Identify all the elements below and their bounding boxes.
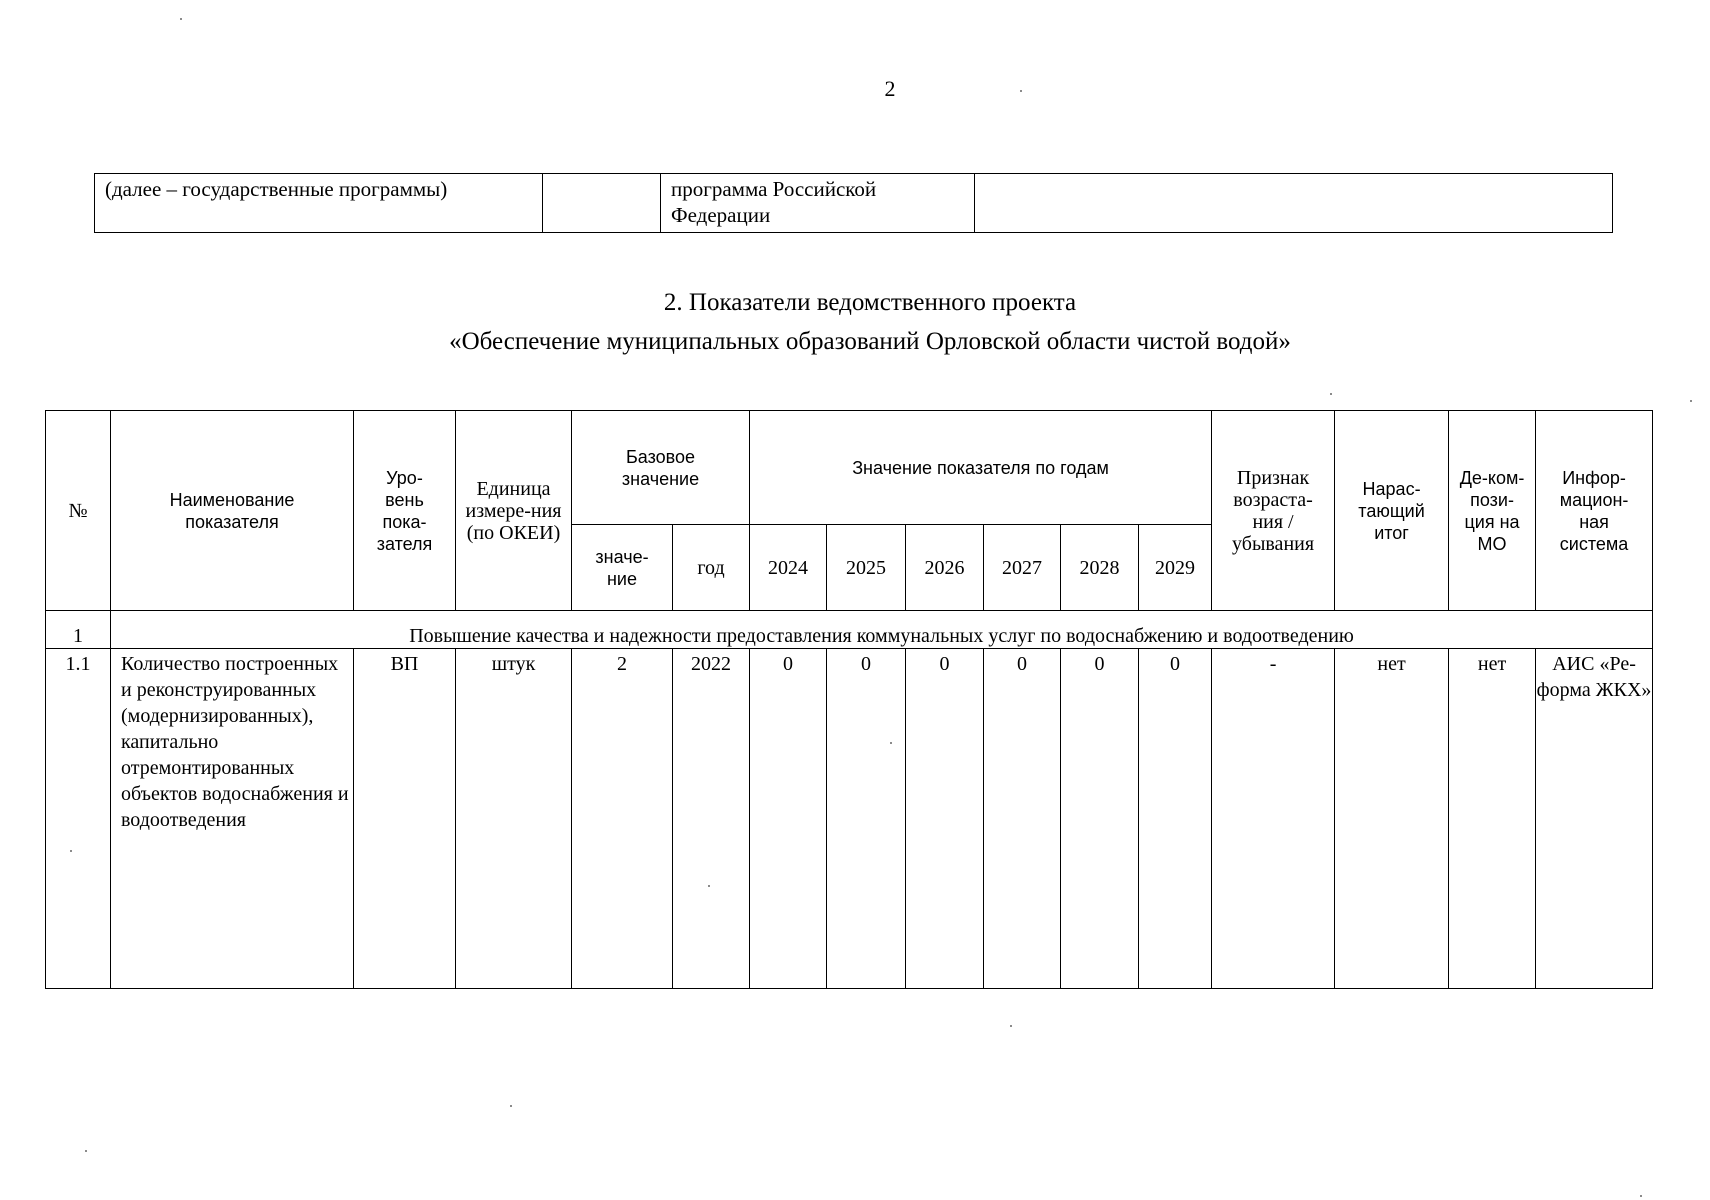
- header-base-year: год: [673, 525, 750, 611]
- header-unit: Единица измере-ния (по ОКЕИ): [456, 411, 572, 611]
- scan-speck: [70, 850, 72, 852]
- header-info-system: Инфор-мацион-ная система: [1536, 411, 1653, 611]
- header-decomposition: Де-ком-пози-ция на МО: [1449, 411, 1536, 611]
- row-level: ВП: [354, 649, 456, 989]
- scan-speck: [1690, 400, 1692, 402]
- program-cell-3: программа Российской Федерации: [661, 174, 975, 233]
- section-title: 2. Показатели ведомственного проекта: [663, 289, 1077, 316]
- row-decomposition: нет: [1449, 649, 1536, 989]
- scan-speck: [510, 1105, 512, 1107]
- scan-speck: [1330, 393, 1332, 395]
- project-name-title: «Обеспечение муниципальных образований Орловской области чистой водой»: [449, 328, 1291, 355]
- program-continuation-table: [94, 173, 1613, 233]
- row-base-value: 2: [572, 649, 673, 989]
- header-year-2025: 2025: [827, 525, 906, 611]
- row-value-2029: 0: [1139, 649, 1212, 989]
- indicators-table: [45, 410, 1653, 989]
- header-base: Базовое значение: [572, 411, 750, 525]
- header-sign: Признак возраста-ния / убывания: [1212, 411, 1335, 611]
- page-number: 2: [884, 76, 896, 101]
- table-section-row: [46, 611, 1653, 649]
- header-level: Уро-вень пока-зателя: [354, 411, 456, 611]
- section-row-title: Повышение качества и надежности предоставления коммунальных услуг по водоснабжению и водоотведению: [111, 611, 1653, 649]
- row-info-system: АИС «Ре-форма ЖКХ»: [1536, 649, 1653, 989]
- scan-speck: [708, 885, 710, 887]
- header-row-1: [46, 411, 1653, 525]
- row-value-2026: 0: [906, 649, 984, 989]
- row-value-2028: 0: [1061, 649, 1139, 989]
- row-unit: штук: [456, 649, 572, 989]
- row-cumulative: нет: [1335, 649, 1449, 989]
- header-year-2024: 2024: [750, 525, 827, 611]
- table-row: [46, 649, 1653, 989]
- scan-speck: [1020, 90, 1022, 92]
- scan-speck: [1010, 1025, 1012, 1027]
- header-name: Наименование показателя: [111, 411, 354, 611]
- program-cell-1: (далее – государственные программы): [95, 174, 543, 233]
- scan-speck: [180, 18, 182, 20]
- header-cumulative: Нарас-тающий итог: [1335, 411, 1449, 611]
- scan-speck: [890, 742, 892, 744]
- program-cell-2: [543, 174, 661, 233]
- scan-speck: [1640, 1195, 1642, 1197]
- header-values-by-years: Значение показателя по годам: [750, 411, 1212, 525]
- header-base-value: значе-ние: [572, 525, 673, 611]
- program-continuation-row: [95, 174, 1613, 233]
- row-sign: -: [1212, 649, 1335, 989]
- row-value-2024: 0: [750, 649, 827, 989]
- header-year-2029: 2029: [1139, 525, 1212, 611]
- row-base-year: 2022: [673, 649, 750, 989]
- header-num: №: [46, 411, 111, 611]
- header-year-2028: 2028: [1061, 525, 1139, 611]
- row-value-2025: 0: [827, 649, 906, 989]
- header-year-2026: 2026: [906, 525, 984, 611]
- row-indicator-name: Количество построенных и реконструированных (модернизированных), капитально отремонтированных объектов водоснабжения и водоотведения: [111, 649, 354, 989]
- header-year-2027: 2027: [984, 525, 1061, 611]
- section-row-num: 1: [46, 611, 111, 649]
- program-cell-4: [975, 174, 1613, 233]
- row-value-2027: 0: [984, 649, 1061, 989]
- row-num: 1.1: [46, 649, 111, 989]
- scan-speck: [85, 1150, 87, 1152]
